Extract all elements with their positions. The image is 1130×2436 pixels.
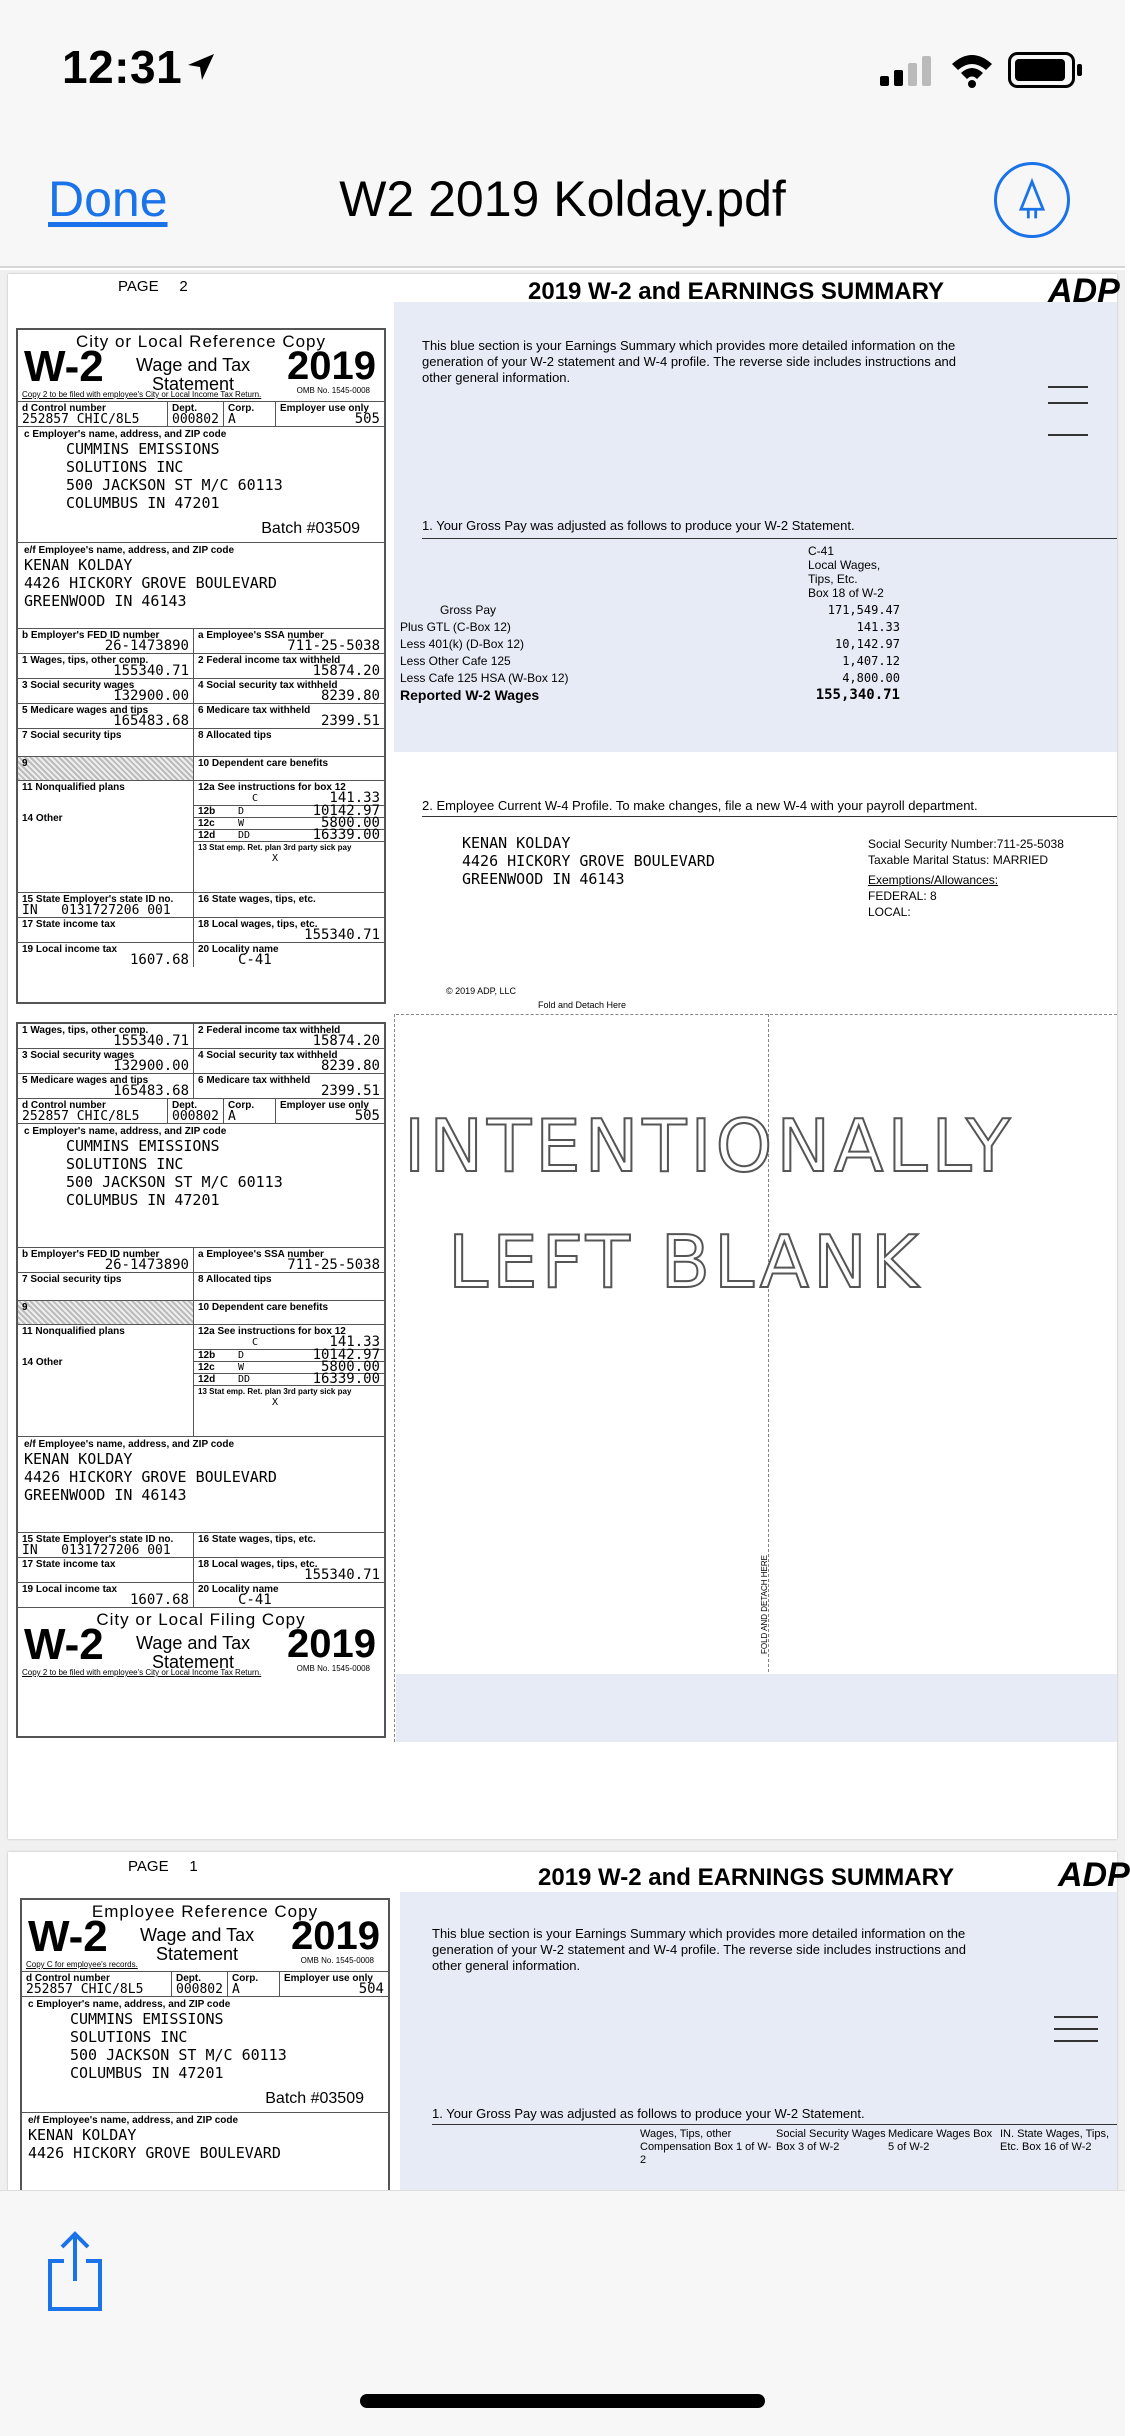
- w2-form-filing-copy: 1 Wages, tips, other comp. 155340.71 2 Federal income tax withheld 15874.20 3 Social security wages 132900.00 4 Social security tax withheld 8239.80 5 Medicare wages and tips 165483.68 6 Medicare tax withheld 2399.51 d Control number 252857 CHIC/8L5 Dept. 000802 Corp. A Employer use only 505 c Employer's name, address, and ZIP code CUMMINS EMISSIONS SOLUTIONS INC 500 JACKSON ST M/C 60113 COLUMBUS IN 47201 b Employer's FED ID number 26-1473890 a Employee's SSA number 711-25-5038 7 Social security tips 8 Allocated tips 9 10 Dependent care benefits 11 Nonqualified plans 14 Other 12a See instructions for box 12 C 141.33 12b D 10142.97 12c W 5800.00 12d DD 16339.00 13 Stat emp. Ret. plan 3rd party sick pay X e/f Employee's name, address, and ZIP code KENAN KOLDAY 4426 HICKORY GROVE BOULEVARD GREENWOOD IN 46143 15 State Employer's state ID no. IN 0131727206 001 16 State wages, tips, etc. 17 State income tax 18 Local wages, tips, etc. 155340.71 19 Local income tax 1607.68 20 Locality name C-41 City or Local Filing Copy W-2 Wage and Tax Statement 2019 OMB No. 1545-0008 Copy 2 to be filed with employee's City or Local Income Tax Return.: [16, 1022, 386, 1738]
- control-row: d Control number 252857 CHIC/8L5 Dept. 000802 Corp. A Employer use only 505: [18, 402, 384, 427]
- left-blank-text: LEFT BLANK: [448, 1220, 923, 1304]
- table-row: Plus GTL (C-Box 12) 141.33: [400, 620, 900, 634]
- cellular-signal-icon: [880, 56, 936, 86]
- employer-block: c Employer's name, address, and ZIP code CUMMINS EMISSIONS SOLUTIONS INC 500 JACKSON ST M/C 60113 COLUMBUS IN 47201 Batch #03509: [18, 427, 384, 543]
- intentionally-text: INTENTIONALLY: [404, 1104, 1015, 1188]
- status-bar: [0, 0, 1125, 140]
- location-arrow-icon: [186, 52, 216, 82]
- done-button[interactable]: Done: [48, 171, 168, 227]
- page-label: PAGE 1: [128, 1858, 198, 1875]
- gross-pay-heading: 1. Your Gross Pay was adjusted as follows to produce your W-2 Statement.: [432, 2106, 865, 2121]
- summary-title: 2019 W-2 and EARNINGS SUMMARY: [528, 278, 945, 305]
- markup-pen-icon[interactable]: [994, 162, 1070, 238]
- pdf-page: [8, 272, 1120, 1839]
- adp-logo: ADP: [1048, 272, 1120, 310]
- form-header: City or Local Reference Copy W-2 Wage and Tax Statement 2019 OMB No. 1545-0008 Copy 2 to be filed with employee's City or Local Income Tax Return.: [18, 330, 384, 402]
- employee-block: e/f Employee's name, address, and ZIP code KENAN KOLDAY 4426 HICKORY GROVE BOULEVARD GREENWOOD IN 46143: [18, 543, 384, 629]
- summary-intro: This blue section is your Earnings Summary which provides more detailed information on the generation of your W-2 statement and W-4 profile. The reverse side includes instructions and other general information.: [422, 338, 957, 385]
- fold-line: [394, 1014, 395, 1742]
- fold-line: [396, 1014, 1117, 1015]
- w2-form-employee-copy: Employee Reference Copy W-2 Wage and Tax Statement 2019 OMB No. 1545-0008 Copy C for employee's records. d Control number 252857 CHIC/8L5 Dept. 000802 Corp. A Employer use only 504 c Employer's name, address, and ZIP code CUMMINS EMISSIONS SOLUTIONS INC 500 JACKSON ST M/C 60113 COLUMBUS IN 47201 Batch #03509 e/f Employee's name, address, and ZIP code KENAN KOLDAY 4426 HICKORY GROVE BOULEVARD: [20, 1898, 390, 2198]
- blue-band: [396, 1674, 1117, 1742]
- w4-employee-address: KENAN KOLDAY 4426 HICKORY GROVE BOULEVARD GREENWOOD IN 46143: [462, 834, 715, 888]
- employer-block: c Employer's name, address, and ZIP code CUMMINS EMISSIONS SOLUTIONS INC 500 JACKSON ST M/C 60113 COLUMBUS IN 47201 Batch #03509: [22, 1997, 388, 2113]
- summary-intro: This blue section is your Earnings Summary which provides more detailed information on the generation of your W-2 statement and W-4 profile. The reverse side includes instructions and other general information.: [432, 1926, 967, 1973]
- table-row: Less 401(k) (D-Box 12) 10,142.97: [400, 637, 900, 651]
- pdf-page: [8, 1852, 1130, 2192]
- table-row: Less Other Cafe 125 1,407.12: [400, 654, 900, 668]
- table-row: Reported W-2 Wages 155,340.71: [400, 687, 900, 703]
- table-row: Less Cafe 125 HSA (W-Box 12) 4,800.00: [400, 671, 900, 685]
- document-title: W2 2019 Kolday.pdf: [339, 171, 786, 227]
- navigation-bar: [0, 140, 1125, 268]
- menu-lines-icon: [1054, 2016, 1098, 2042]
- share-icon[interactable]: [46, 2231, 104, 2313]
- employer-block: c Employer's name, address, and ZIP code CUMMINS EMISSIONS SOLUTIONS INC 500 JACKSON ST M/C 60113 COLUMBUS IN 47201: [18, 1124, 384, 1248]
- w4-heading: 2. Employee Current W-4 Profile. To make changes, file a new W-4 with your payroll department.: [422, 798, 978, 813]
- gross-pay-table: [400, 602, 900, 704]
- employee-block: e/f Employee's name, address, and ZIP code KENAN KOLDAY 4426 HICKORY GROVE BOULEVARD GREENWOOD IN 46143: [18, 1437, 384, 1533]
- pdf-viewer[interactable]: [0, 270, 1130, 2190]
- divider: [432, 2124, 1117, 2125]
- status-time: 12:31: [62, 41, 183, 93]
- fold-vertical-label: FOLD AND DETACH HERE: [760, 1555, 769, 1654]
- summary-title: 2019 W-2 and EARNINGS SUMMARY: [538, 1864, 955, 1891]
- fold-detach-label: Fold and Detach Here: [538, 1000, 627, 1010]
- home-indicator: [360, 2394, 765, 2408]
- page-label: PAGE 2: [118, 278, 188, 295]
- gross-pay-heading: 1. Your Gross Pay was adjusted as follows to produce your W-2 Statement.: [422, 518, 855, 533]
- form-footer: City or Local Filing Copy W-2 Wage and Tax Statement 2019 OMB No. 1545-0008 Copy 2 to be filed with employee's City or Local Income Tax Return.: [22, 1610, 376, 1677]
- divider: [422, 816, 1117, 817]
- column-headers: Wages, Tips, other Compensation Box 1 of W-2 Social Security Wages Box 3 of W-2 Medicare Wages Box 5 of W-2 IN. State Wages, Tips, Etc. Box 16 of W-2: [640, 2128, 1110, 2166]
- wifi-icon: [950, 52, 994, 88]
- column-header: C-41 Local Wages, Tips, Etc. Box 18 of W-2: [808, 544, 884, 600]
- adp-logo: ADP: [1058, 1856, 1130, 1894]
- w4-profile-details: Social Security Number:711-25-5038 Taxable Marital Status: MARRIED Exemptions/Allowances: FEDERAL: 8 LOCAL:: [868, 837, 1064, 919]
- copyright: © 2019 ADP, LLC: [446, 986, 517, 996]
- menu-lines-icon: [1048, 386, 1088, 436]
- w2-form-reference-copy: City or Local Reference Copy W-2 Wage and Tax Statement 2019 OMB No. 1545-0008 Copy 2 to be filed with employee's City or Local Income Tax Return. d Control number 252857 CHIC/8L5 Dept. 000802 Corp. A Employer use only 505 c Employer's name, address, and ZIP code CUMMINS EMISSIONS SOLUTIONS INC 500 JACKSON ST M/C 60113 COLUMBUS IN 47201 Batch #03509 e/f Employee's name, address, and ZIP code KENAN KOLDAY 4426 HICKORY GROVE BOULEVARD GREENWOOD IN 46143 b Employer's FED ID number 26-1473890 a Employee's SSA number 711-25-5038 1 Wages, tips, other comp. 155340.71 2 Federal income tax withheld 15874.20 3 Social security wages 132900.00 4 Social security tax withheld 8239.80 5 Medicare wages and tips 165483.68 6 Medicare tax withheld 2399.51 7 Social security tips 8 Allocated tips 9 10 Dependent care benefits 11 Nonqualified plans 14 Other 12a See instructions for box 12 C 141.33 12b D 10142.97 12c W 5800.00 12d DD 16339.00 13 Stat emp. Ret. plan 3rd party sick pay X 15 State Employer's state ID no. IN 0131727206 001 16 State wages, tips, etc. 17 State income tax 18 Local wages, tips, etc. 155340.71 19 Local income tax 1607.68 20 Locality name C-41: [16, 328, 386, 1004]
- divider: [422, 538, 1117, 539]
- battery-icon: [1008, 52, 1084, 88]
- employee-block: e/f Employee's name, address, and ZIP code KENAN KOLDAY 4426 HICKORY GROVE BOULEVARD: [28, 2115, 281, 2162]
- table-row: Gross Pay 171,549.47: [440, 603, 900, 617]
- form-header: Employee Reference Copy W-2 Wage and Tax Statement 2019 OMB No. 1545-0008 Copy C for employee's records.: [22, 1900, 388, 1972]
